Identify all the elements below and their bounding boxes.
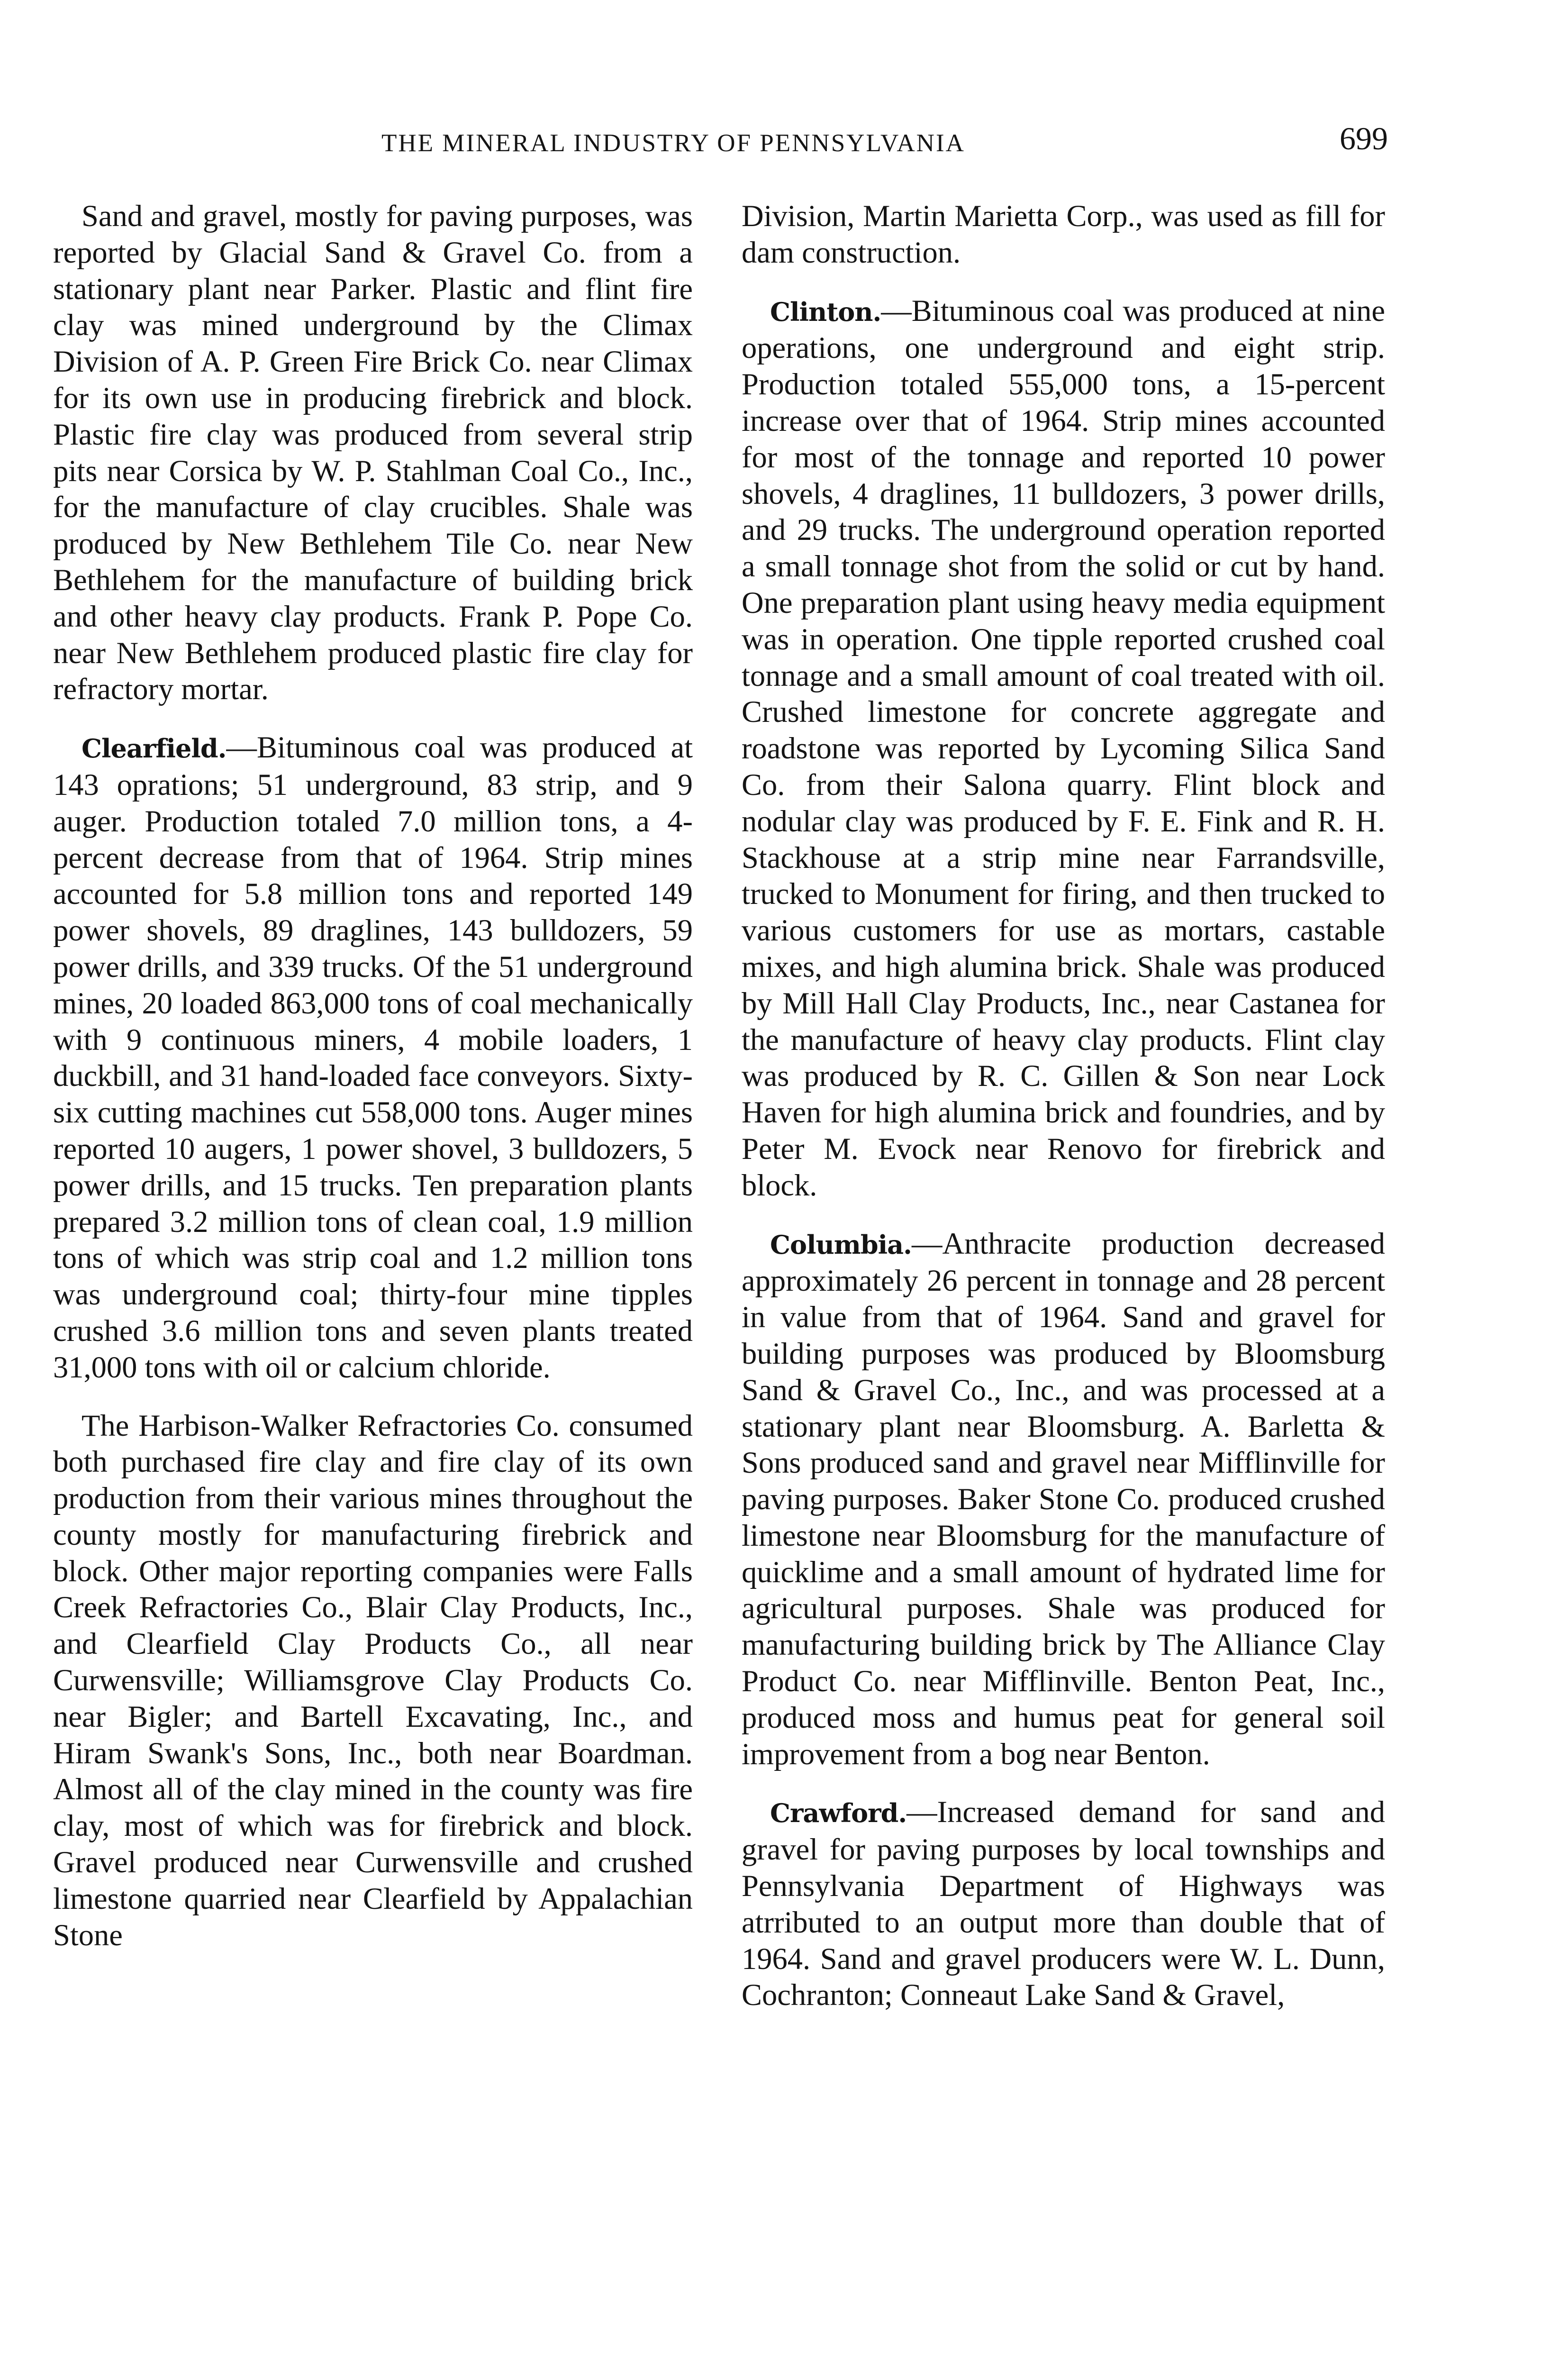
- paragraph-continued: Division, Martin Marietta Corp., was used as fill for dam construction.: [742, 199, 1385, 269]
- paragraph-crawford: [742, 1794, 1385, 2014]
- columbia-text: —Anthracite production decreased approximately 26 percent in tonnage and 28 percent in value from that of 1964. Sand and gravel for building purposes was produced by Bloomsburg Sand & Gravel Co., Inc., and was processed at a stationary plant near Bloomsburg. A. Barletta & Sons produced sand and gravel near Mifflinville for paving purposes. Baker Stone Co. produced crushed limestone near Bloomsburg for the manufacture of quicklime and a small amount of hydrated lime for agricultural purposes. Shale was produced for manufacturing building brick by The Alliance Clay Product Co. near Mifflinville. Benton Peat, Inc., produced moss and humus peat for general soil improvement from a bog near Benton.: [742, 1226, 1385, 1771]
- county-heading-clinton: Clinton.: [770, 296, 881, 327]
- crawford-text: —Increased demand for sand and gravel for paving purposes by local townships and Pennsylvania Department of Highways was atrributed to an output more than double that of 1964. Sand and gravel producers were W. L. Dunn, Cochranton; Conneaut Lake Sand & Gravel,: [742, 1795, 1385, 2012]
- left-column: [53, 198, 693, 1975]
- right-column: [742, 198, 1385, 2035]
- clearfield-text: —Bituminous coal was produced at 143 oprations; 51 underground, 83 strip, and 9 auger. Production totaled 7.0 million tons, a 4-percent decrease from that of 1964. Strip mines accounted for 5.8 million tons and reported 149 power shovels, 89 draglines, 143 bulldozers, 59 power drills, and 339 trucks. Of the 51 underground mines, 20 loaded 863,000 tons of coal mechanically with 9 continuous miners, 4 mobile loaders, 1 duckbill, and 31 hand-loaded face conveyors. Sixty-six cutting machines cut 558,000 tons. Auger mines reported 10 augers, 1 power shovel, 3 bulldozers, 5 power drills, and 15 trucks. Ten preparation plants prepared 3.2 million tons of clean coal, 1.9 million tons of which was strip coal and 1.2 million tons was underground coal; thirty-four mine tipples crushed 3.6 million tons and seven plants treated 31,000 tons with oil or calcium chloride.: [53, 730, 693, 1384]
- clinton-text: —Bituminous coal was produced at nine operations, one underground and eight strip. Production totaled 555,000 tons, a 15-percent increase over that of 1964. Strip mines accounted for most of the tonnage and reported 10 power shovels, 4 draglines, 11 bulldozers, 3 power drills, and 29 trucks. The underground operation reported a small tonnage shot from the solid or cut by hand. One preparation plant using heavy media equipment was in operation. One tipple reported crushed coal tonnage and a small amount of coal treated with oil. Crushed limestone for concrete aggregate and roadstone was reported by Lycoming Silica Sand Co. from their Salona quarry. Flint block and nodular clay was produced by F. E. Fink and R. H. Stackhouse at a strip mine near Farrandsville, trucked to Monument for firing, and then trucked to various customers for use as mortars, castable mixes, and high alumina brick. Shale was produced by Mill Hall Clay Products, Inc., near Castanea for the manufacture of heavy clay products. Flint clay was produced by R. C. Gillen & Son near Lock Haven for high alumina brick and foundries, and by Peter M. Evock near Renovo for firebrick and block.: [742, 293, 1385, 1202]
- paragraph-clay-shale: Sand and gravel, mostly for paving purposes, was reported by Glacial Sand & Gravel Co. from a stationary plant near Parker. Plastic and flint fire clay was mined underground by the Climax Division of A. P. Green Fire Brick Co. near Climax for its own use in producing firebrick and block. Plastic fire clay was produced from several strip pits near Corsica by W. P. Stahlman Coal Co., Inc., for the manufacture of clay crucibles. Shale was produced by New Bethlehem Tile Co. near New Bethlehem for the manufacture of building brick and other heavy clay products. Frank P. Pope Co. near New Bethlehem produced plastic fire clay for refractory mortar.: [53, 199, 693, 706]
- running-head: [0, 120, 1568, 162]
- paragraph-clinton: [742, 293, 1385, 1204]
- page-number: 699: [1340, 120, 1388, 156]
- paragraph-columbia: [742, 1226, 1385, 1773]
- paragraph-clearfield: [53, 729, 693, 1386]
- county-heading-columbia: Columbia.: [770, 1229, 912, 1260]
- paragraph-harbison-walker: The Harbison-Walker Refractories Co. consumed both purchased fire clay and fire clay of its own production from their various mines throughout the county mostly for manufacturing firebrick and block. Other major reporting companies were Falls Creek Refractories Co., Blair Clay Products, Inc., and Clearfield Clay Products Co., all near Curwensville; Williamsgrove Clay Products Co. near Bigler; and Bartell Excavating, Inc., and Hiram Swank's Sons, Inc., both near Boardman. Almost all of the clay mined in the county was fire clay, most of which was for firebrick and block. Gravel produced near Curwensville and crushed limestone quarried near Clearfield by Appalachian Stone: [53, 1408, 693, 1952]
- county-heading-crawford: Crawford.: [770, 1798, 907, 1829]
- county-heading-clearfield: Clearfield.: [82, 733, 227, 764]
- running-title: THE MINERAL INDUSTRY OF PENNSYLVANIA: [381, 129, 965, 157]
